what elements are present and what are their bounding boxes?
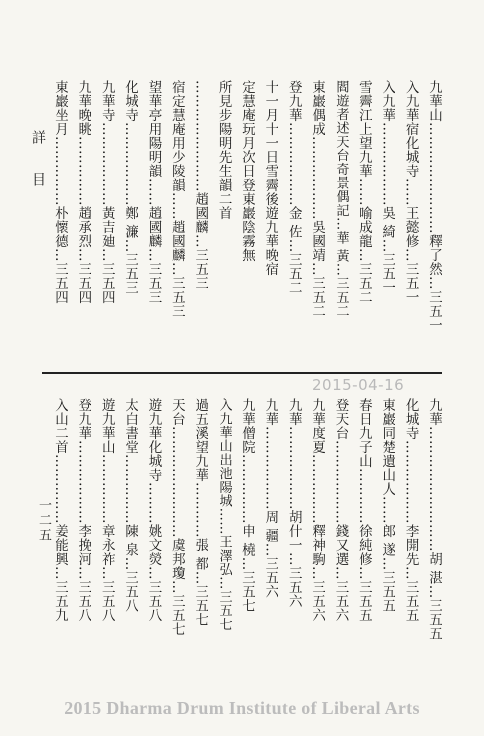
toc-entry: 登天台………………錢又選…三五六 xyxy=(332,398,349,622)
toc-entry: 入九華山出池陽城……王澤弘…三五七 xyxy=(216,398,232,631)
toc-entry: 化城寺………………鄭 濂…三五三 xyxy=(122,80,139,295)
toc-entry: 九華………………胡什一…三五六 xyxy=(285,398,302,608)
toc-entry: 十一月十一日雪霽後遊九華晚宿 xyxy=(262,80,279,276)
toc-entry: 遊九華化城寺………姚文熒…三五八 xyxy=(145,398,162,622)
toc-entry: 閻遊者述天台奇景偶記…華 黃…三五二 xyxy=(333,80,349,318)
toc-upper-section xyxy=(52,80,442,362)
toc-entry: 定慧庵玩月次日登東巖陰霧無 xyxy=(239,80,255,262)
toc-entry: 太白書堂……………陳 泉…三五八 xyxy=(122,398,139,613)
toc-entry: 宿定慧庵用少陵韻……趙國麟…三五三 xyxy=(168,80,185,318)
toc-entry: 雪霽江上望九華……喻成龍…三五二 xyxy=(355,80,372,304)
toc-entry: 春日九子山…………徐純修…三五五 xyxy=(355,398,372,622)
toc-entry: 東巖同楚遺山人……郎 遂…三五五 xyxy=(379,398,396,613)
toc-upper-entries xyxy=(52,80,442,362)
date-stamp: 2015-04-16 xyxy=(312,376,405,394)
toc-lower-section xyxy=(52,398,442,678)
toc-entry: 入九華………………吳 綺…三五一 xyxy=(379,80,396,295)
toc-entry: 九華………………………胡 湛…三五五 xyxy=(426,398,442,641)
margin-title: 詳目 xyxy=(30,130,46,214)
toc-entry: 所見步陽明先生韻二首 xyxy=(215,80,232,220)
toc-entry: 化城寺………………李開先…三五五 xyxy=(402,398,419,622)
page-number: 一二五 xyxy=(36,498,51,543)
toc-entry: 九華僧院……………申 橈…三五七 xyxy=(239,398,255,613)
section-divider xyxy=(42,372,442,374)
toc-entry: 遊九華山……………章永祚…三五八 xyxy=(98,398,115,622)
toc-lower-entries xyxy=(52,398,442,678)
toc-entry: 九華山……………………釋了然…三五一 xyxy=(426,80,442,332)
toc-entry: 入九華宿化城寺……王懿修…三五一 xyxy=(402,80,419,304)
toc-entry: 望華亭用陽明韻……趙國麟…三五三 xyxy=(145,80,162,304)
toc-entry: 九華寺………………黃吉廸…三五四 xyxy=(98,80,115,304)
toc-entry: 東巖偶成………………吳國靖…三五二 xyxy=(309,80,326,318)
watermark: 2015 Dharma Drum Institute of Liberal Arts xyxy=(64,698,420,718)
toc-entry: 登九華………………李挽河…三五八 xyxy=(75,398,92,622)
toc-entry: 入山二首……………姜能興…三五九 xyxy=(52,398,68,622)
toc-entry: 九華晚眺……………趙承烈…三五四 xyxy=(75,80,92,304)
toc-entry: 天台……………………虞邦瓊…三五七 xyxy=(168,398,185,636)
toc-entry: 九華………………周 疆…三五六 xyxy=(262,398,279,599)
toc-entry: 九華度夏……………釋神駒…三五六 xyxy=(309,398,326,622)
toc-entry: 過五溪望九華…………張 都…三五七 xyxy=(192,398,209,627)
toc-entry: ……………………趙國麟…三五三 xyxy=(192,80,209,290)
toc-entry: 東巖坐月……………朴懷德…三五四 xyxy=(52,80,68,304)
toc-entry: 登九華………………金 佐…三五二 xyxy=(285,80,302,295)
